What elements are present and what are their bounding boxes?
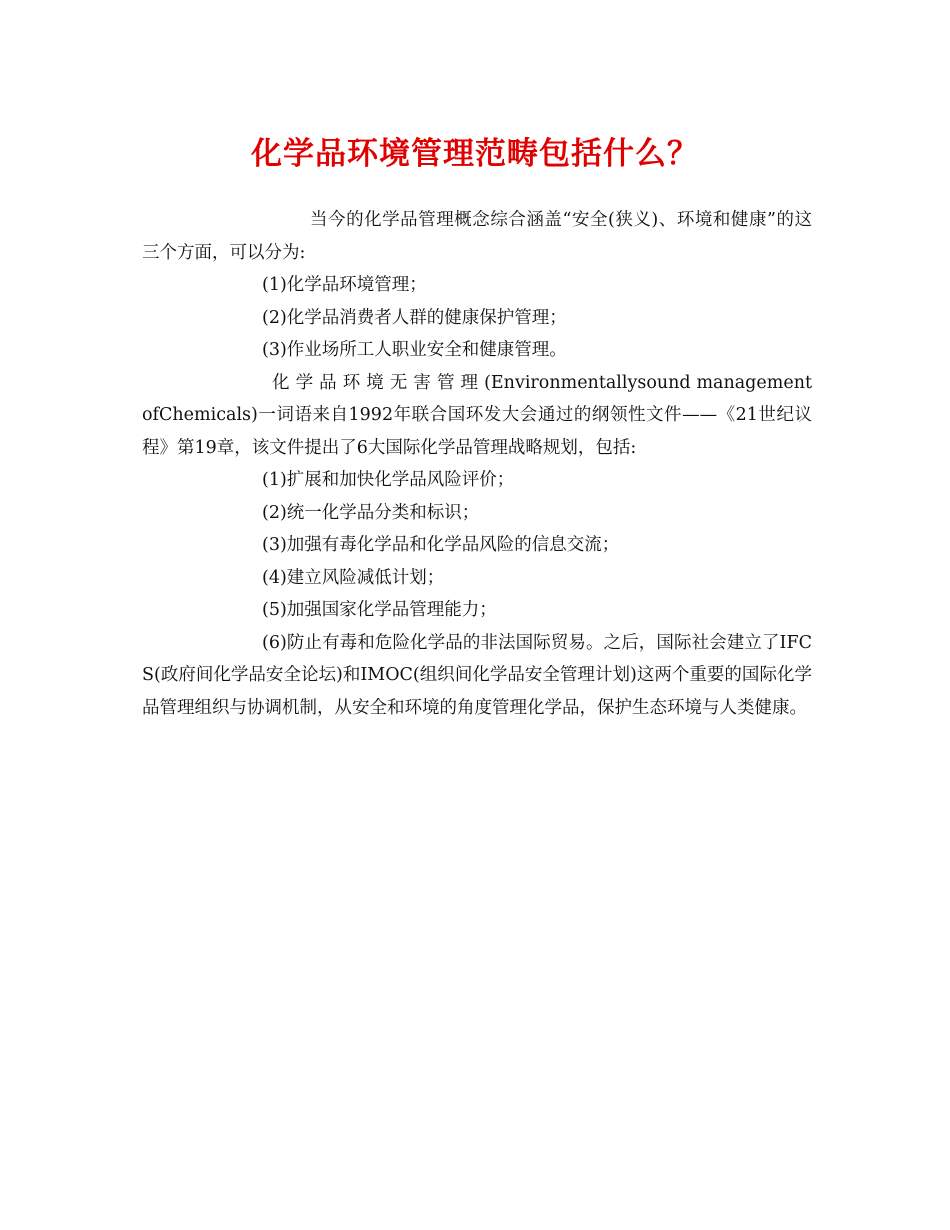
list-item: (2)统一化学品分类和标识； <box>262 502 480 523</box>
list-item: (3)加强有毒化学品和化学品风险的信息交流； <box>262 535 620 555</box>
list-item: (3)作业场所工人职业安全和健康管理。 <box>262 340 567 360</box>
intro-paragraph: 当今的化学品管理概念综合涵盖“安全(狭义)、环境和健康”的这三个方面，可以分为: <box>142 210 812 263</box>
document-title: 化学品环境管理范畴包括什么？ <box>251 136 699 172</box>
list-item: (4)建立风险减低计划； <box>262 567 445 588</box>
list-item: (1)扩展和加快化学品风险评价； <box>262 470 515 490</box>
list-item: (1)化学品环境管理； <box>262 275 427 295</box>
list-item: (5)加强国家化学品管理能力； <box>262 600 497 620</box>
closing-paragraph: (6)防止有毒和危险化学品的非法国际贸易。之后，国际社会建立了IFCS(政府间化学品安全论坛)和IMOC(组织间化学品安全管理计划)这两个重要的国际化学品管理组织与协调机制，从安全和环境的角度管理化学品，保护生态环境与人类健康。 <box>142 632 812 718</box>
list-item: (2)化学品消费者人群的健康保护管理； <box>262 307 567 328</box>
esm-paragraph: 化 学 品 环 境 无 害 管 理 (Environmentallysound managementofChemicals)一词语来自1992年联合国环发大会通过的纲领性文件——《21世纪议程》第19章，该文件提出了6大国际化学品管理战略规划，包括: <box>142 372 812 458</box>
document-body <box>142 204 812 724</box>
